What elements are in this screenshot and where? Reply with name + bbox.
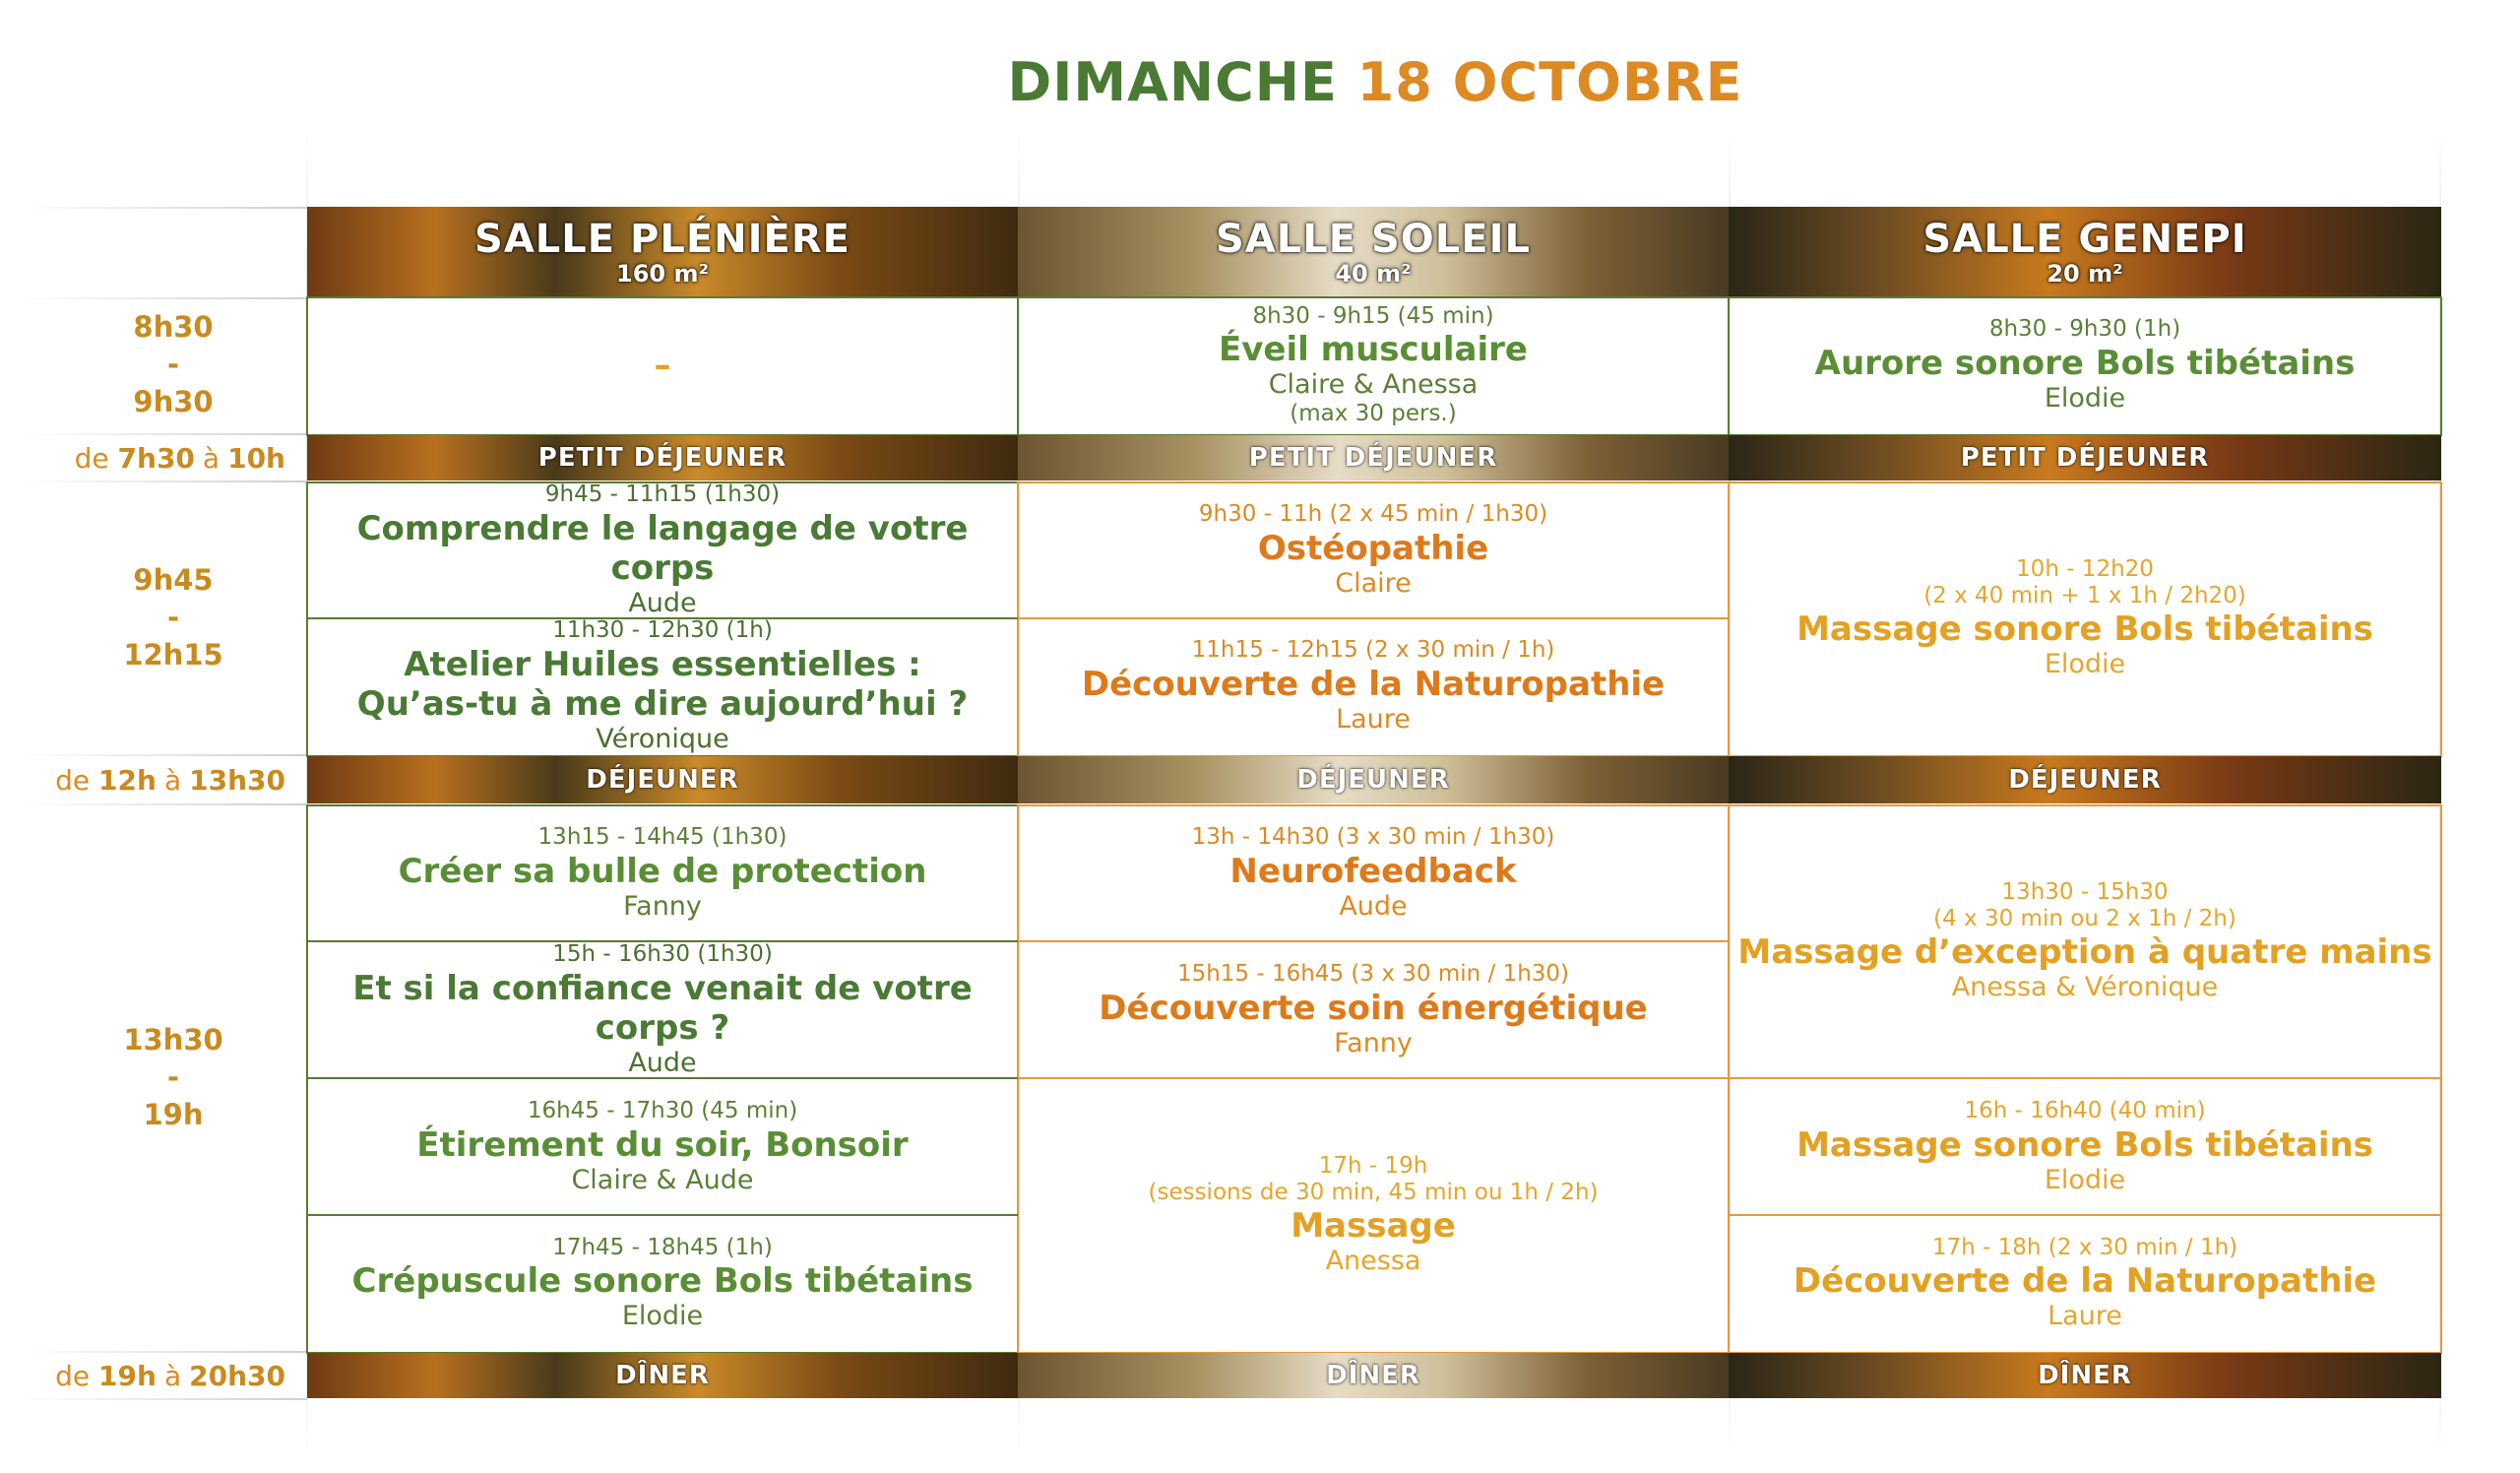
- room-name: SALLE GENEPI: [1922, 216, 2247, 262]
- session-title: Découverte de la Naturopathie: [1081, 664, 1666, 704]
- time-start: 13h30: [123, 1023, 223, 1057]
- meal-from: 19h: [98, 1359, 157, 1392]
- meal-to: 13h30: [189, 763, 285, 797]
- session-time: 11h30 - 12h30 (1h): [552, 617, 773, 644]
- meal-time-lunch: [39, 756, 307, 803]
- meal-de: de: [74, 441, 109, 475]
- session-time: 8h30 - 9h15 (45 min): [1252, 302, 1494, 329]
- session-speaker: Aude: [628, 1047, 697, 1078]
- session-time: 15h15 - 16h45 (3 x 30 min / 1h30): [1176, 961, 1570, 988]
- session-pleniere-5: [307, 942, 1018, 1078]
- session-time: 13h - 14h30 (3 x 30 min / 1h30): [1191, 824, 1555, 851]
- meal-de: de: [55, 763, 91, 797]
- session-speaker: Elodie: [2044, 1164, 2126, 1195]
- session-title: Découverte de la Naturopathie: [1793, 1261, 2377, 1302]
- session-time: 11h15 - 12h15 (2 x 30 min / 1h): [1191, 637, 1555, 664]
- session-time-detail: (sessions de 30 min, 45 min ou 1h / 2h): [1148, 1180, 1599, 1206]
- meal-to: 10h: [227, 441, 285, 475]
- room-size: 40 m²: [1335, 259, 1412, 288]
- room-size: 160 m²: [616, 259, 709, 288]
- session-soleil-2: [1018, 482, 1729, 618]
- meal-band-breakfast-genepi: PETIT DÉJEUNER: [1729, 435, 2441, 480]
- time-end: 19h: [143, 1097, 204, 1131]
- session-genepi-1: [1729, 297, 2441, 433]
- session-genepi-4: [1729, 1079, 2441, 1215]
- session-title: Étirement du soir, Bonsoir: [416, 1124, 909, 1165]
- time-label-block1: [39, 297, 307, 433]
- time-label-block3: [39, 805, 307, 1351]
- meal-from: 7h30: [117, 441, 195, 475]
- session-genepi-3: [1729, 805, 2441, 1077]
- session-speaker: Claire: [1335, 567, 1412, 599]
- meal-band-dinner-pleniere: DÎNER: [307, 1353, 1018, 1398]
- session-note: (max 30 pers.): [1290, 400, 1457, 426]
- session-pleniere-4: [307, 805, 1018, 941]
- session-pleniere-3: [307, 618, 1018, 754]
- session-pleniere-2: [307, 482, 1018, 618]
- room-header-pleniere: [307, 207, 1018, 297]
- time-dash: -: [166, 1060, 180, 1095]
- session-speaker: Anessa: [1325, 1246, 1421, 1277]
- session-time: 9h45 - 11h15 (1h30): [544, 481, 781, 508]
- time-start: 8h30: [133, 310, 214, 345]
- meal-time-dinner: [39, 1353, 307, 1398]
- session-title: Éveil musculaire: [1219, 330, 1528, 370]
- page-title: [0, 51, 2520, 113]
- meal-to: 20h30: [189, 1359, 285, 1392]
- session-time: 9h30 - 11h (2 x 45 min / 1h30): [1198, 501, 1548, 528]
- session-title-line2: Qu’as-tu à me dire aujourd’hui ?: [356, 683, 969, 724]
- session-title: Crépuscule sonore Bols tibétains: [351, 1261, 974, 1302]
- meal-de: de: [55, 1359, 91, 1392]
- session-title: Massage sonore Bols tibétains: [1796, 1124, 2373, 1165]
- session-speaker: Fanny: [623, 890, 702, 922]
- session-speaker: Claire & Anessa: [1268, 369, 1479, 401]
- session-title: Ostéopathie: [1257, 528, 1489, 568]
- session-time: 17h - 19h: [1318, 1152, 1428, 1179]
- session-title: Massage sonore Bols tibétains: [1796, 609, 2373, 650]
- session-genepi-2: [1729, 482, 2441, 754]
- session-time: 16h - 16h40 (40 min): [1964, 1098, 2206, 1124]
- session-soleil-1: [1018, 297, 1729, 433]
- session-speaker: Laure: [1336, 703, 1411, 735]
- session-title: Découverte soin énergétique: [1099, 988, 1648, 1028]
- meal-band-breakfast-soleil: PETIT DÉJEUNER: [1018, 435, 1729, 480]
- row-separator: [20, 1398, 307, 1400]
- session-time: 17h45 - 18h45 (1h): [552, 1234, 773, 1260]
- meal-band-lunch-soleil: DÉJEUNER: [1018, 756, 1729, 803]
- meal-time-breakfast: [39, 435, 307, 480]
- session-title: Neurofeedback: [1229, 851, 1517, 891]
- session-speaker: Véronique: [596, 723, 729, 754]
- time-dash: -: [166, 601, 180, 635]
- empty-dash: –: [654, 345, 671, 385]
- session-genepi-5: [1729, 1216, 2441, 1351]
- session-speaker: Fanny: [1334, 1027, 1413, 1058]
- meal-from: 12h: [98, 763, 157, 797]
- title-day: DIMANCHE: [1007, 51, 1338, 113]
- session-time-detail: (2 x 40 min + 1 x 1h / 2h20): [1923, 583, 2246, 609]
- session-title: Aurore sonore Bols tibétains: [1814, 343, 2356, 383]
- room-size: 20 m²: [2047, 259, 2123, 288]
- title-date: 18 OCTOBRE: [1356, 51, 1743, 113]
- session-pleniere-6: [307, 1079, 1018, 1215]
- session-pleniere-7: [307, 1216, 1018, 1351]
- session-time: 15h - 16h30 (1h30): [552, 941, 773, 968]
- session-pleniere-1: [307, 297, 1018, 433]
- session-title: Et si la confiance venait de votre corps ?: [352, 968, 973, 1048]
- session-speaker: Laure: [2048, 1301, 2122, 1332]
- session-time: 13h30 - 15h30: [2001, 878, 2169, 905]
- session-title: Massage d’exception à quatre mains: [1737, 932, 2432, 973]
- meal-band-dinner-genepi: DÎNER: [1729, 1353, 2441, 1398]
- meal-band-lunch-genepi: DÉJEUNER: [1729, 756, 2441, 803]
- session-time: 17h - 18h (2 x 30 min / 1h): [1931, 1234, 2238, 1260]
- room-header-genepi: [1729, 207, 2441, 297]
- time-end: 12h15: [123, 637, 223, 672]
- session-speaker: Elodie: [621, 1301, 704, 1332]
- room-name: SALLE PLÉNIÈRE: [474, 216, 850, 262]
- session-soleil-6: [1018, 1079, 1729, 1351]
- row-separator: [20, 207, 307, 209]
- session-soleil-4: [1018, 805, 1729, 941]
- room-name: SALLE SOLEIL: [1216, 216, 1531, 262]
- session-speaker: Claire & Aude: [571, 1164, 754, 1195]
- time-end: 9h30: [133, 384, 214, 418]
- session-speaker: Aude: [1339, 890, 1408, 922]
- session-speaker: Aude: [628, 587, 697, 618]
- time-label-block2: [39, 482, 307, 754]
- session-time: 10h - 12h20: [2016, 555, 2154, 582]
- session-title: Massage: [1291, 1206, 1456, 1247]
- session-time: 8h30 - 9h30 (1h): [1988, 316, 2181, 343]
- session-title: Atelier Huiles essentielles :: [404, 644, 921, 684]
- session-speaker: Anessa & Véronique: [1951, 972, 2219, 1003]
- time-start: 9h45: [133, 563, 214, 598]
- session-speaker: Elodie: [2044, 382, 2126, 414]
- meal-a: à: [163, 763, 182, 797]
- session-time: 16h45 - 17h30 (45 min): [527, 1098, 798, 1124]
- room-header-soleil: [1018, 207, 1729, 297]
- meal-a: à: [163, 1359, 182, 1392]
- session-soleil-5: [1018, 942, 1729, 1078]
- session-title: Comprendre le langage de votre corps: [356, 508, 969, 588]
- meal-band-dinner-soleil: DÎNER: [1018, 1353, 1729, 1398]
- time-dash: -: [166, 348, 180, 382]
- meal-band-lunch-pleniere: DÉJEUNER: [307, 756, 1018, 803]
- meal-band-breakfast-pleniere: PETIT DÉJEUNER: [307, 435, 1018, 480]
- session-time-detail: (4 x 30 min ou 2 x 1h / 2h): [1933, 906, 2236, 932]
- session-time: 13h15 - 14h45 (1h30): [537, 824, 788, 851]
- meal-a: à: [202, 441, 220, 475]
- session-speaker: Elodie: [2044, 649, 2126, 680]
- session-title: Créer sa bulle de protection: [398, 851, 927, 891]
- session-soleil-3: [1018, 618, 1729, 754]
